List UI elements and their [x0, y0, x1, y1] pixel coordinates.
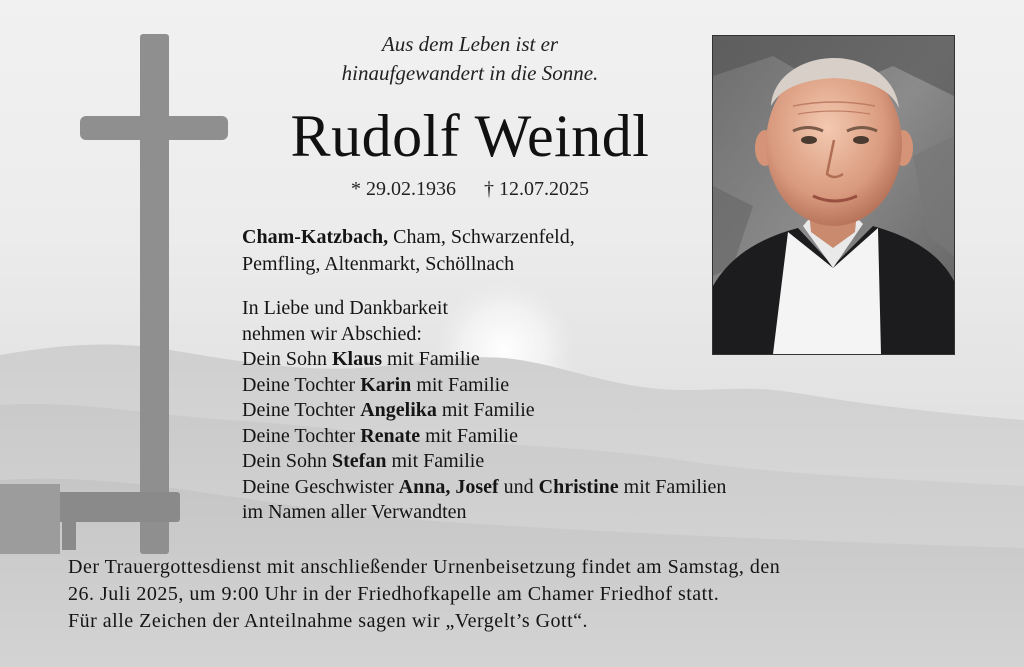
motto-line: hinaufgewandert in die Sonne. — [341, 61, 599, 85]
family-member-line: Dein Sohn Klaus mit Familie — [242, 348, 480, 370]
motto — [260, 30, 680, 88]
service-line: 26. Juli 2025, um 9:00 Uhr in der Friedhofkapelle am Chamer Friedhof statt. — [68, 583, 720, 605]
family-member-name: Renate — [360, 424, 421, 447]
family-member-line: Deine Tochter Angelika mit Familie — [242, 399, 535, 421]
family-member-name: Karin — [360, 373, 412, 396]
birth-date: * 29.02.1936 — [351, 178, 456, 200]
motto-line: Aus dem Leben ist er — [381, 32, 559, 56]
intro-line: nehmen wir Abschied: — [242, 322, 422, 345]
family-member-name: Klaus — [332, 348, 383, 370]
sibling-name: Christine — [538, 475, 619, 498]
deceased-name: Rudolf Weindl — [290, 103, 650, 169]
service-line: Der Trauergottesdienst mit anschließender Urnenbeisetzung findet am Samstag, den — [68, 556, 781, 578]
intro-line: In Liebe und Dankbarkeit — [242, 297, 449, 319]
place-list: Cham, Schwarzenfeld, — [388, 226, 575, 248]
primary-place: Cham-Katzbach, — [242, 226, 389, 248]
portrait-image — [713, 36, 954, 354]
portrait-photo — [712, 35, 955, 355]
place-list: Pemfling, Altenmarkt, Schöllnach — [242, 253, 515, 275]
family-member-line: Dein Sohn Stefan mit Familie — [242, 450, 485, 472]
siblings-line: Deine Geschwister Anna, Josef und Christine mit Familien — [242, 475, 727, 498]
family-member-name: Angelika — [360, 399, 437, 421]
family-member-line: Deine Tochter Karin mit Familie — [242, 373, 510, 396]
death-date: † 12.07.2025 — [484, 178, 589, 200]
funeral-service-info — [68, 554, 988, 635]
closing-line: im Namen aller Verwandten — [242, 501, 467, 523]
family-member-name: Stefan — [332, 450, 387, 472]
places-of-residence — [242, 224, 712, 278]
family-member-line: Deine Tochter Renate mit Familie — [242, 424, 518, 447]
life-dates — [300, 176, 640, 202]
thanks-line: Für alle Zeichen der Anteilnahme sagen wir „Vergelt’s Gott“. — [68, 610, 589, 632]
sibling-names: Anna, Josef — [398, 475, 499, 498]
